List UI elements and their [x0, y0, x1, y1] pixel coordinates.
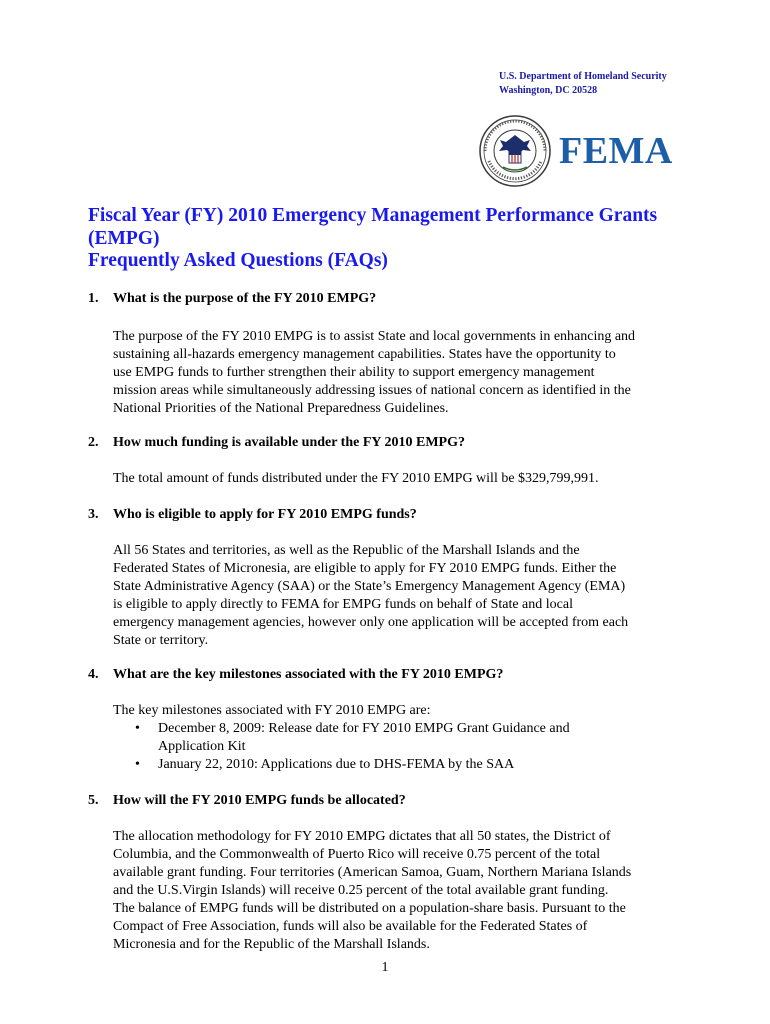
bullet-icon: • — [135, 721, 140, 736]
faq-question-3 — [88, 506, 417, 524]
bullet-line: December 8, 2009: Release date for FY 2010 EMPG Grant Guidance and — [158, 721, 570, 736]
faq-question-1 — [88, 290, 376, 308]
faq-number: 3. — [88, 507, 99, 522]
faq-number: 1. — [88, 291, 99, 306]
agency-city: Washington, DC 20528 — [499, 85, 598, 96]
answer-line: The balance of EMPG funds will be distributed on a population-share basis. Pursuant to the — [113, 901, 626, 916]
faq-answer-2 — [113, 470, 688, 488]
answer-line: use EMPG funds to further strengthen their ability to support emergency management — [113, 365, 595, 380]
answer-line: The total amount of funds distributed under the FY 2010 EMPG will be $329,799,991. — [113, 471, 599, 486]
milestone-list — [113, 720, 688, 774]
title-line-2: (EMPG) — [88, 227, 160, 249]
faq-question-text: Who is eligible to apply for FY 2010 EMPG funds? — [113, 507, 417, 522]
bullet-line: Application Kit — [158, 739, 246, 754]
dhs-seal-icon — [479, 115, 551, 187]
answer-line: The purpose of the FY 2010 EMPG is to assist State and local governments in enhancing and — [113, 329, 636, 344]
faq-number: 2. — [88, 435, 99, 450]
bullet-icon: • — [135, 757, 140, 772]
faq-question-text: How much funding is available under the FY 2010 EMPG? — [113, 435, 465, 450]
answer-line: Columbia, and the Commonwealth of Puerto Rico will receive 0.75 percent of the total — [113, 847, 601, 862]
title-line-1: Fiscal Year (FY) 2010 Emergency Management Performance Grants — [88, 205, 658, 226]
faq-question-text: What is the purpose of the FY 2010 EMPG? — [113, 291, 377, 306]
faq-number: 4. — [88, 667, 99, 682]
answer-line: and the U.S.Virgin Islands) will receive 0.25 percent of the total available grant funding. — [113, 883, 609, 898]
answer-line: State or territory. — [113, 633, 209, 648]
faq-question-2 — [88, 434, 465, 452]
agency-address — [499, 70, 667, 98]
faq-question-4 — [88, 666, 503, 684]
agency-name: U.S. Department of Homeland Security — [499, 71, 667, 82]
faq-question-text: What are the key milestones associated with the FY 2010 EMPG? — [113, 667, 504, 682]
answer-line: All 56 States and territories, as well as the Republic of the Marshall Islands and the — [113, 543, 580, 558]
answer-line: State Administrative Agency (SAA) or the State’s Emergency Management Agency (EMA) — [113, 579, 626, 594]
fema-logo: FEMA — [559, 130, 673, 172]
faq-number: 5. — [88, 793, 99, 808]
answer-line: The allocation methodology for FY 2010 EMPG dictates that all 50 states, the District of — [113, 829, 611, 844]
bullet-line: January 22, 2010: Applications due to DHS-FEMA by the SAA — [158, 757, 515, 772]
list-item — [113, 720, 688, 756]
answer-line: sustaining all-hazards emergency management capabilities. States have the opportunity to — [113, 347, 616, 362]
faq-answer-5 — [113, 828, 688, 954]
faq-question-5 — [88, 792, 406, 810]
answer-line: National Priorities of the National Preparedness Guidelines. — [113, 401, 449, 416]
answer-intro: The key milestones associated with FY 2010 EMPG are: — [113, 703, 431, 718]
answer-line: mission areas while simultaneously addressing issues of national concern as identified in the — [113, 383, 631, 398]
answer-line: Federated States of Micronesia, are eligible to apply for FY 2010 EMPG funds. Either the — [113, 561, 617, 576]
page-title — [88, 205, 708, 273]
list-item — [113, 756, 688, 774]
answer-line: Compact of Free Association, funds will also be available for the Federated States of — [113, 919, 588, 934]
faq-answer-3 — [113, 542, 688, 650]
answer-line: emergency management agencies, however only one application will be accepted from each — [113, 615, 629, 630]
answer-line: is eligible to apply directly to FEMA for EMPG funds on behalf of State and local — [113, 597, 573, 612]
answer-line: Micronesia and for the Republic of the Marshall Islands. — [113, 937, 430, 952]
faq-answer-1 — [113, 328, 688, 418]
page-number: 1 — [381, 960, 389, 975]
title-line-3: Frequently Asked Questions (FAQs) — [88, 250, 388, 271]
faq-answer-4 — [113, 702, 688, 774]
faq-question-text: How will the FY 2010 EMPG funds be allocated? — [113, 793, 406, 808]
answer-line: available grant funding. Four territories (American Samoa, Guam, Northern Mariana Islands — [113, 865, 632, 880]
